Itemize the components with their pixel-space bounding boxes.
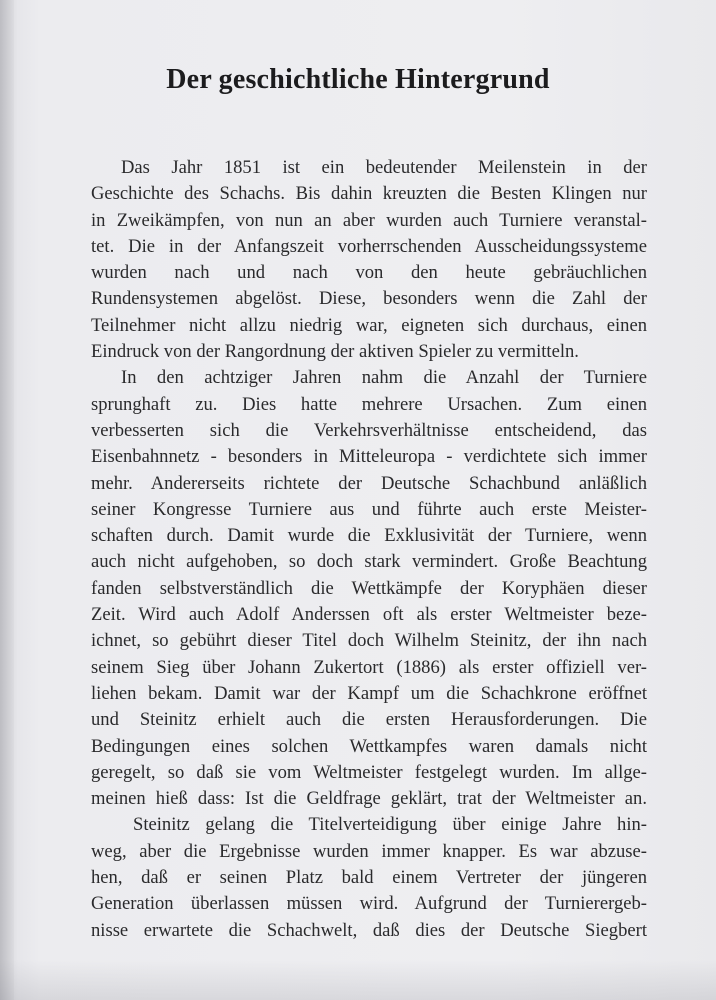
text-line: Rundensystemen abgelöst. Diese, besonders wenn die Zahl der	[91, 288, 647, 310]
text-line: geregelt, so daß sie vom Weltmeister festgelegt wurden. Im allge-	[91, 761, 647, 783]
text-line: tet. Die in der Anfangszeit vorherrschenden Ausscheidungssysteme	[91, 235, 647, 257]
text-line: seiner Kongresse Turniere aus und führte auch erste Meister-	[91, 498, 647, 520]
text-line: wurden nach und nach von den heute gebräuchlichen	[91, 262, 647, 284]
text-line: verbesserten sich die Verkehrsverhältnisse entscheidend, das	[91, 419, 647, 441]
text-line: mehr. Andererseits richtete der Deutsche Schachbund anläßlich	[91, 472, 647, 494]
text-line: liehen bekam. Damit war der Kampf um die Schachkrone eröffnet	[91, 682, 647, 704]
text-line: ichnet, so gebührt dieser Titel doch Wilhelm Steinitz, der ihn nach	[91, 630, 647, 652]
text-line: Zeit. Wird auch Adolf Anderssen oft als erster Weltmeister beze-	[91, 604, 647, 626]
text-line: seinem Sieg über Johann Zukertort (1886) als erster offiziell ver-	[91, 656, 647, 678]
text-line: Steinitz gelang die Titelverteidigung über einige Jahre hin-	[133, 814, 647, 836]
text-line: nisse erwartete die Schachwelt, daß dies der Deutsche Siegbert	[91, 919, 647, 941]
text-line: Geschichte des Schachs. Bis dahin kreuzten die Besten Klingen nur	[91, 183, 647, 205]
text-line: In den achtziger Jahren nahm die Anzahl der Turniere	[121, 367, 647, 389]
text-line: schaften durch. Damit wurde die Exklusivität der Turniere, wenn	[91, 525, 647, 547]
text-line: Bedingungen eines solchen Wettkampfes waren damals nicht	[91, 735, 647, 757]
text-line: Generation überlassen müssen wird. Aufgrund der Turnierergeb-	[91, 893, 647, 915]
text-line: hen, daß er seinen Platz bald einem Vertreter der jüngeren	[91, 867, 647, 889]
body-text	[91, 155, 647, 944]
text-line: in Zweikämpfen, von nun an aber wurden auch Turniere veranstal-	[91, 209, 647, 231]
text-line: und Steinitz erhielt auch die ersten Herausforderungen. Die	[91, 709, 647, 731]
text-line: fanden selbstverständlich die Wettkämpfe der Koryphäen dieser	[91, 577, 647, 599]
text-line: Das Jahr 1851 ist ein bedeutender Meilenstein in der	[121, 157, 647, 178]
page-bottom-shadow	[0, 960, 716, 1000]
text-line: meinen hieß dass: Ist die Geldfrage geklärt, trat der Weltmeister an.	[91, 788, 647, 810]
text-line: sprunghaft zu. Dies hatte mehrere Ursachen. Zum einen	[91, 393, 647, 415]
text-line: Eindruck von der Rangordnung der aktiven Spieler zu vermitteln.	[91, 341, 579, 363]
page-title: Der geschichtliche Hintergrund	[166, 64, 550, 95]
text-line: auch nicht aufgehoben, so doch stark vermindert. Große Beachtung	[91, 551, 647, 573]
text-line: Teilnehmer nicht allzu niedrig war, eigneten sich durchaus, einen	[91, 314, 647, 336]
page-binding-edge	[0, 0, 14, 1000]
text-line: weg, aber die Ergebnisse wurden immer knapper. Es war abzuse-	[91, 840, 647, 862]
text-line: Eisenbahnnetz - besonders in Mitteleuropa - verdichtete sich immer	[91, 446, 647, 468]
